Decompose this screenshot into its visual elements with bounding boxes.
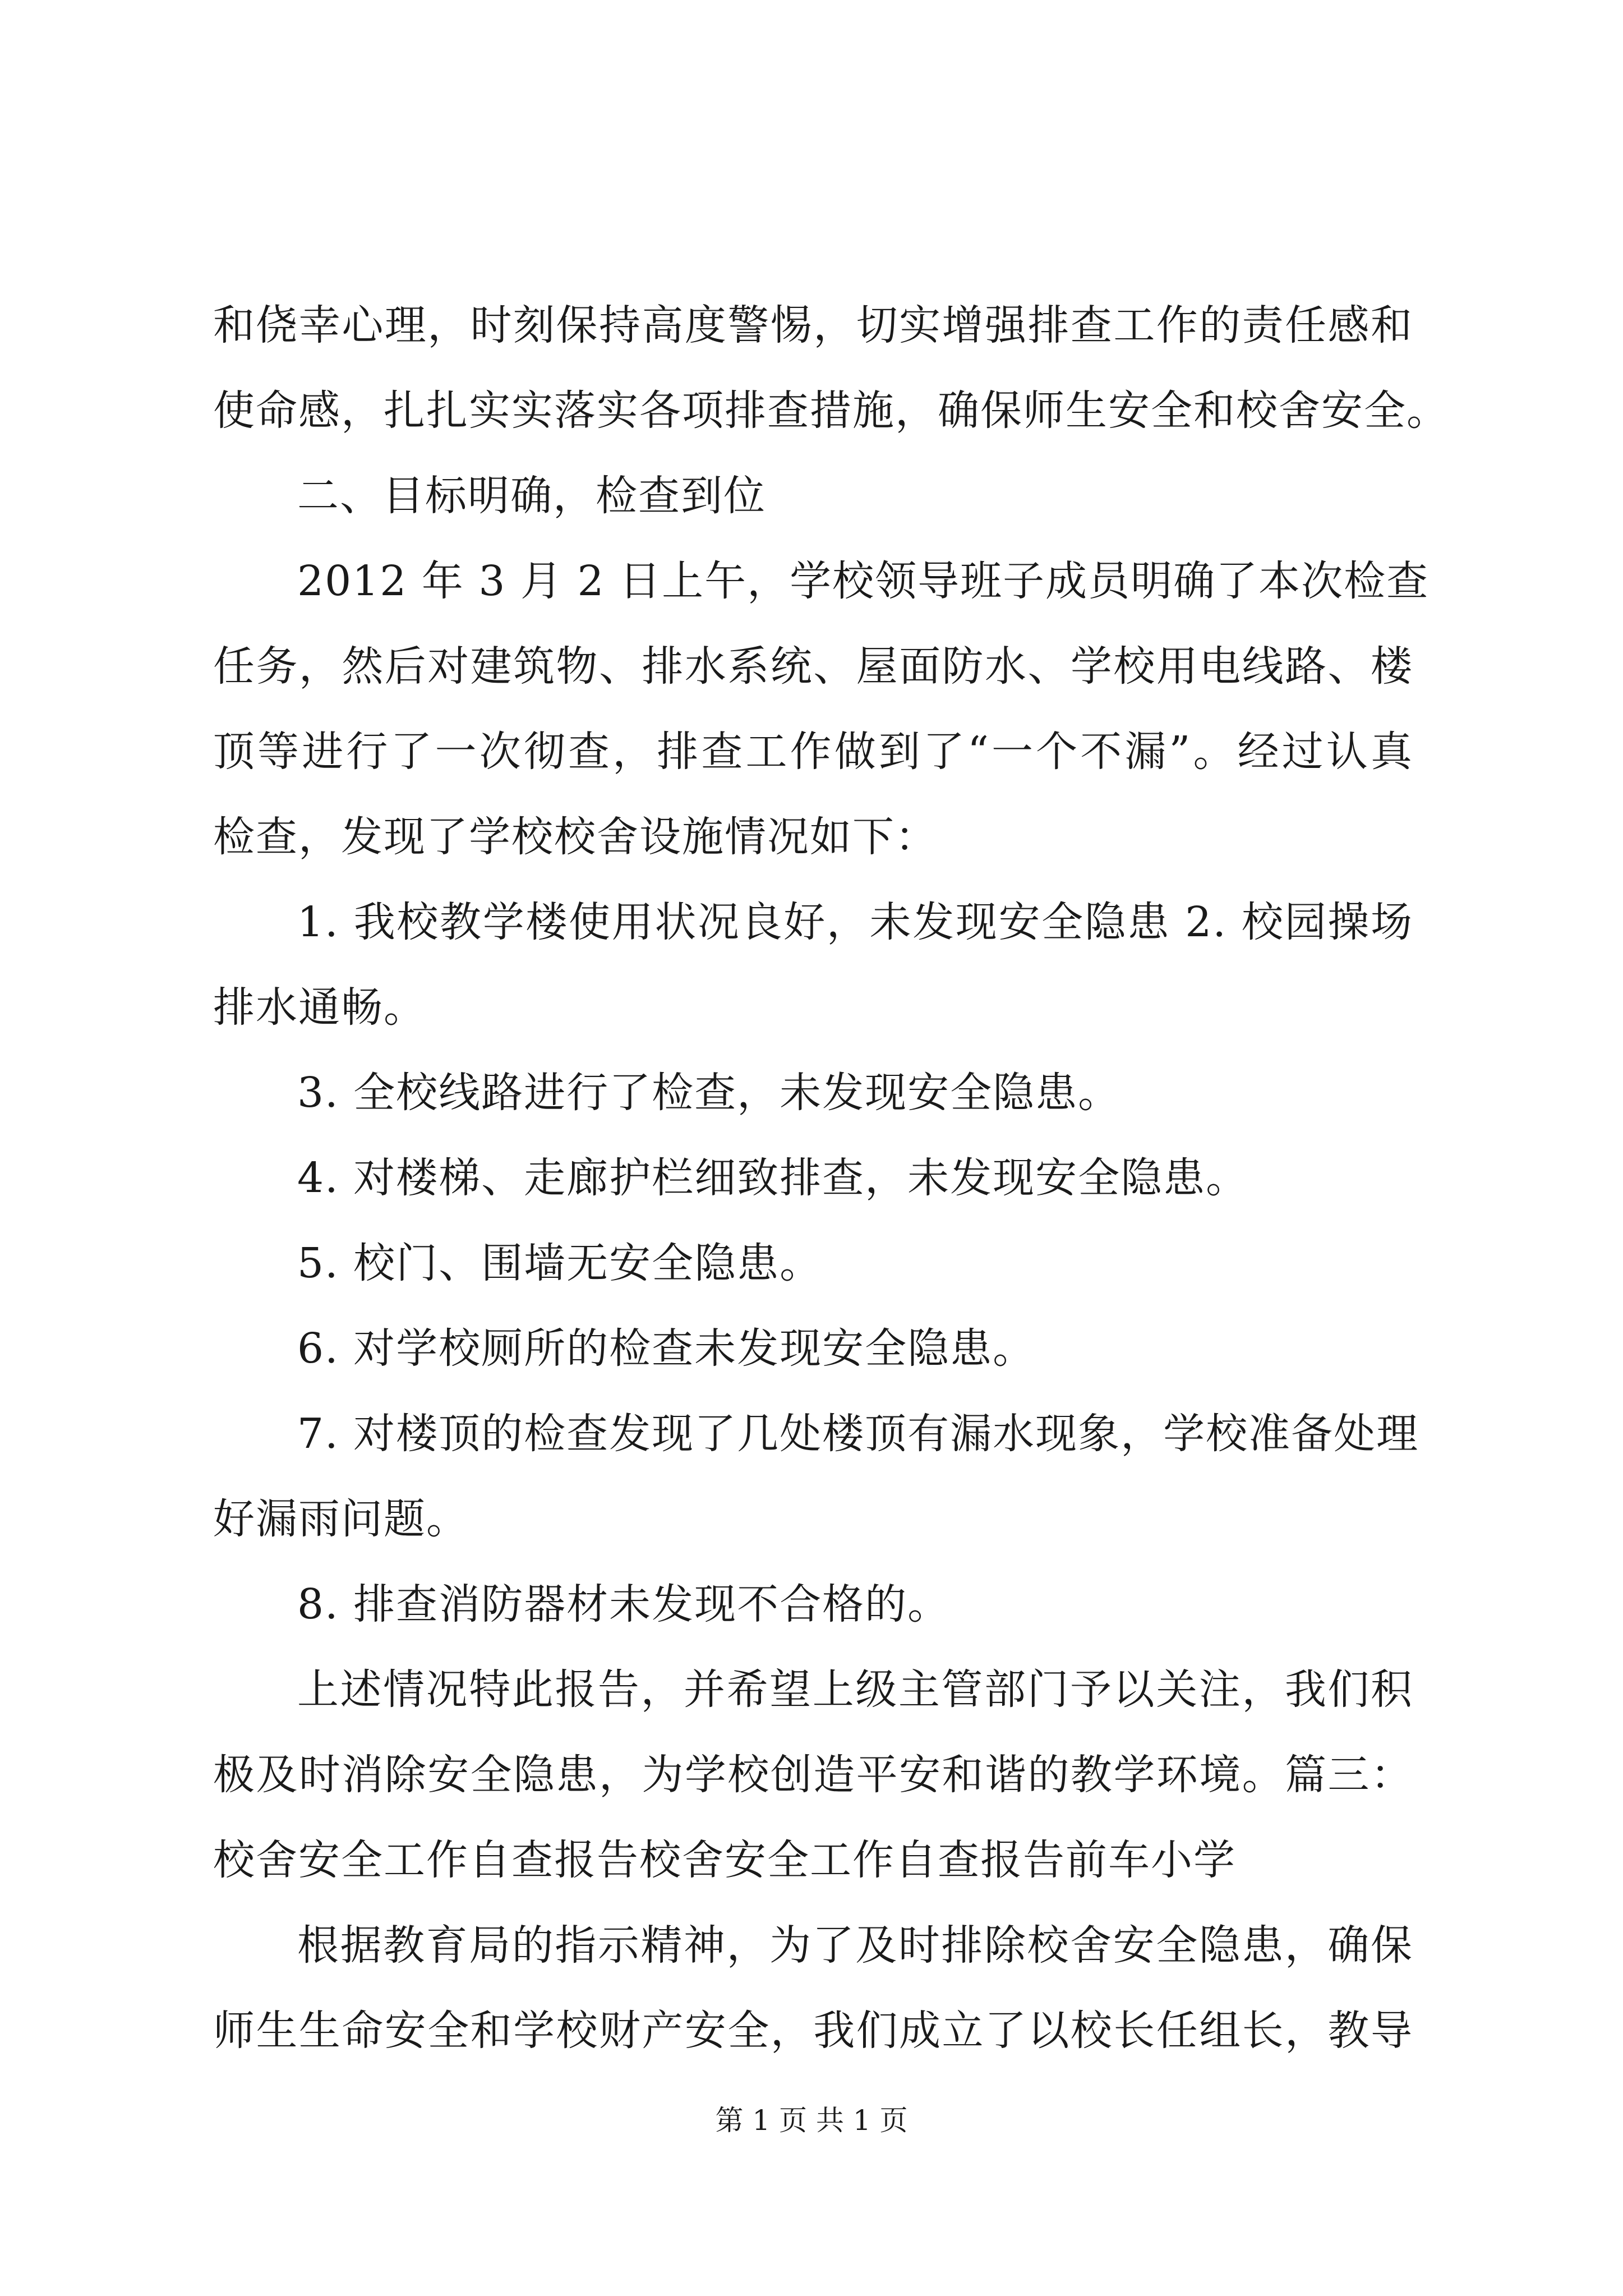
section-heading: 二、目标明确，检查到位 — [297, 472, 766, 520]
list-item: 8. 排查消防器材未发现不合格的。 — [297, 1580, 951, 1628]
list-item: 1. 我校教学楼使用状况良好，未发现安全隐患 2. 校园操场 — [297, 898, 1413, 946]
text-line: 极及时消除安全隐患，为学校创造平安和谐的教学环境。篇三： — [213, 1751, 1413, 1799]
text-line: 任务，然后对建筑物、排水系统、屋面防水、学校用电线路、楼 — [213, 642, 1413, 691]
text-line: 使命感，扎扎实实落实各项排查措施，确保师生安全和校舍安全。 — [213, 386, 1449, 435]
list-item: 4. 对楼梯、走廊护栏细致排查，未发现安全隐患。 — [297, 1154, 1249, 1202]
text-line: 和侥幸心理，时刻保持高度警惕，切实增强排查工作的责任感和 — [213, 301, 1413, 349]
list-item: 6. 对学校厕所的检查未发现安全隐患。 — [297, 1324, 1036, 1373]
list-item: 5. 校门、围墙无安全隐患。 — [297, 1239, 823, 1287]
text-line: 师生生命安全和学校财产安全，我们成立了以校长任组长，教导 — [213, 2007, 1413, 2055]
text-line: 2012 年 3 月 2 日上午，学校领导班子成员明确了本次检查 — [297, 557, 1430, 605]
text-line: 好漏雨问题。 — [213, 1495, 469, 1543]
page-footer: 第 1 页 共 1 页 — [715, 2104, 908, 2137]
text-line: 检查，发现了学校校舍设施情况如下： — [213, 813, 938, 861]
text-line: 校舍安全工作自查报告校舍安全工作自查报告前车小学 — [213, 1836, 1236, 1884]
list-item: 7. 对楼顶的检查发现了几处楼顶有漏水现象，学校准备处理 — [297, 1410, 1419, 1458]
text-line: 顶等进行了一次彻查，排查工作做到了“一个不漏”。经过认真 — [213, 728, 1413, 776]
text-line: 排水通畅。 — [213, 983, 426, 1032]
text-line: 根据教育局的指示精神，为了及时排除校舍安全隐患，确保 — [297, 1921, 1413, 1970]
list-item: 3. 全校线路进行了检查，未发现安全隐患。 — [297, 1069, 1121, 1117]
text-line: 上述情况特此报告，并希望上级主管部门予以关注，我们积 — [297, 1665, 1413, 1714]
